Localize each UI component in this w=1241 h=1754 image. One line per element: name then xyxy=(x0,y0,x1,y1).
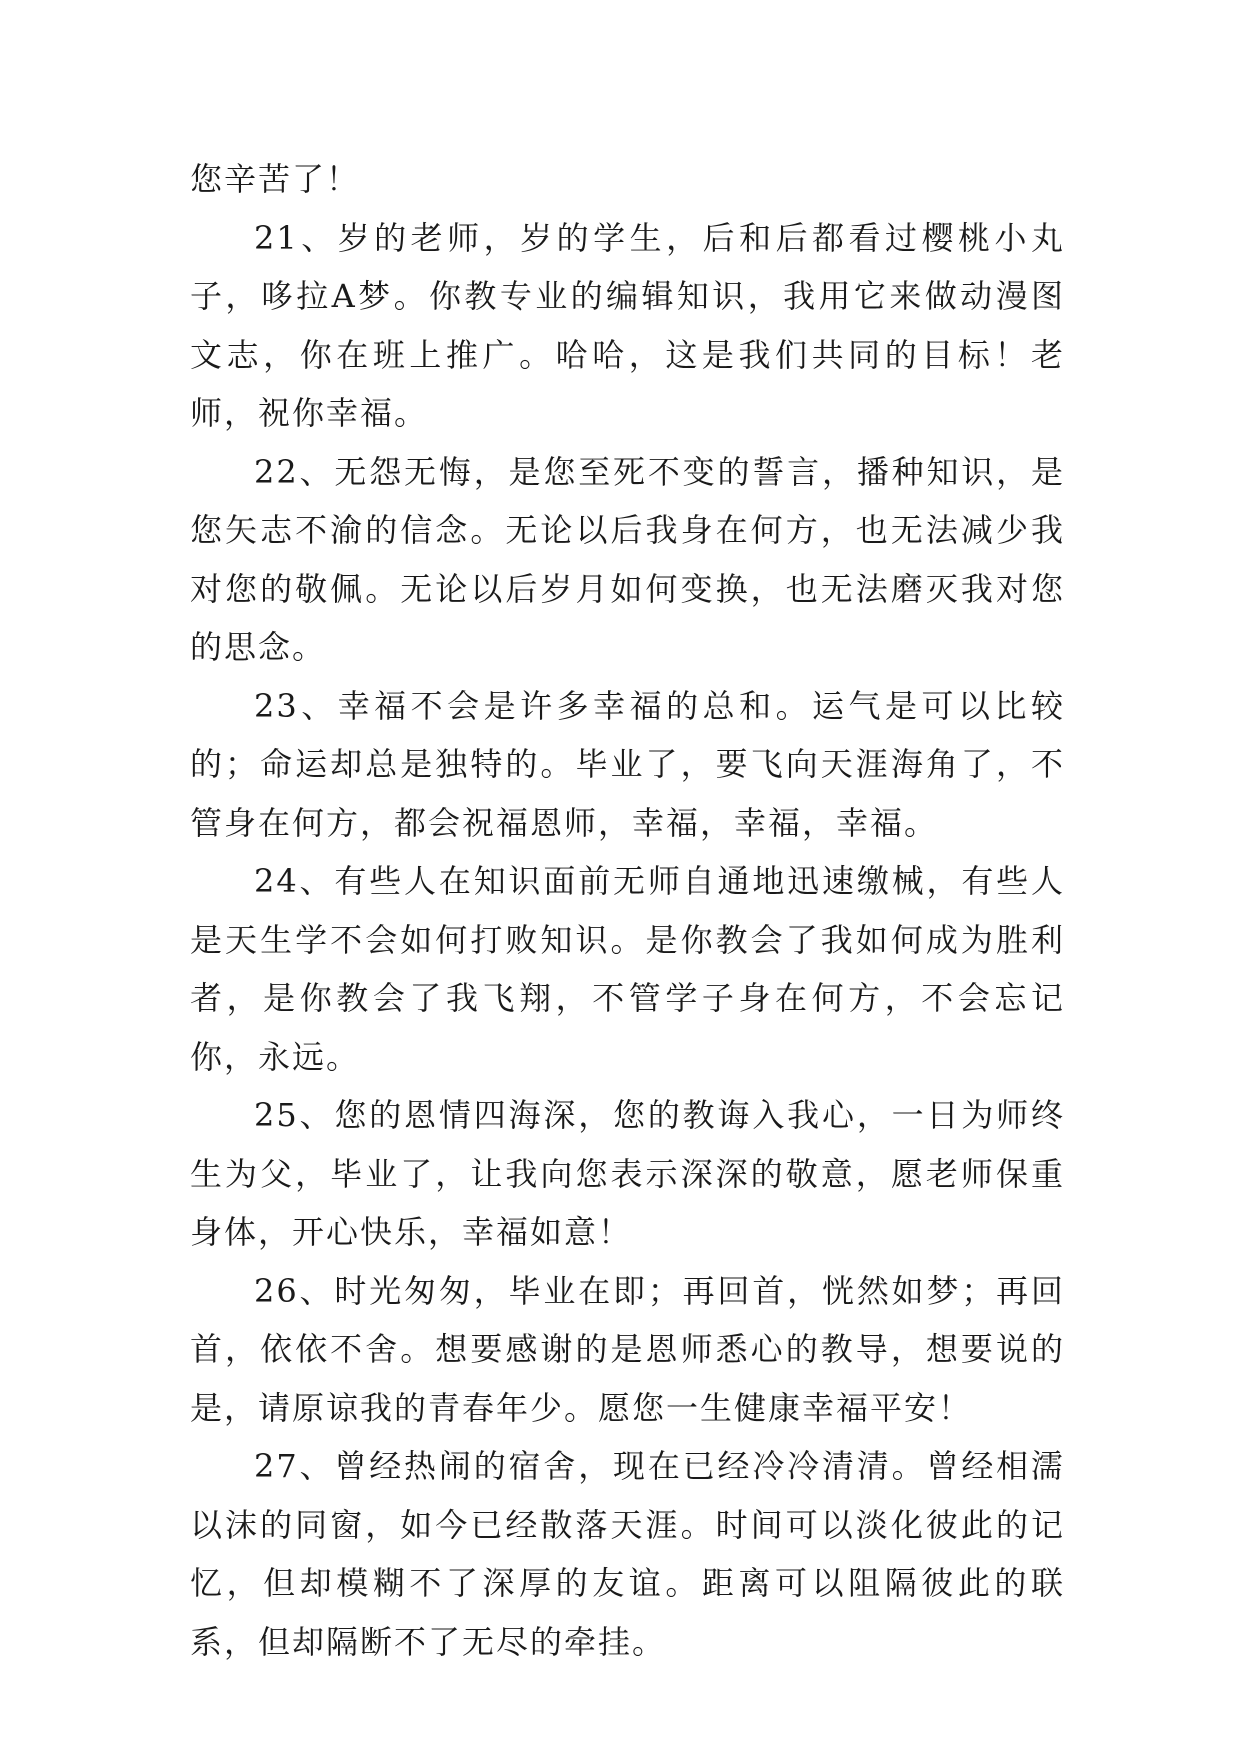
paragraph-closing: 您辛苦了！ xyxy=(190,160,361,198)
paragraph-23: 23、幸福不会是许多幸福的总和。运气是可以比较的；命运却总是独特的。毕业了，要飞向天涯海角了，不管身在何方，都会祝福恩师，幸福，幸福，幸福。 xyxy=(190,686,1065,842)
paragraph-25: 25、您的恩情四海深，您的教诲入我心，一日为师终生为父，毕业了，让我向您表示深深的敬意，愿老师保重身体，开心快乐，幸福如意！ xyxy=(190,1096,1065,1251)
document-page xyxy=(190,150,1065,1671)
paragraph-22: 22、无怨无悔，是您至死不变的誓言，播种知识，是您矢志不渝的信念。无论以后我身在何方，也无法减少我对您的敬佩。无论以后岁月如何变换，也无法磨灭我对您的思念。 xyxy=(190,452,1065,666)
paragraph-26: 26、时光匆匆，毕业在即；再回首，恍然如梦；再回首，依依不舍。想要感谢的是恩师悉心的教导，想要说的是，请原谅我的青春年少。愿您一生健康幸福平安！ xyxy=(190,1271,1065,1427)
paragraph-27: 27、曾经热闹的宿舍，现在已经冷冷清清。曾经相濡以沫的同窗，如今已经散落天涯。时间可以淡化彼此的记忆，但却模糊不了深厚的友谊。距离可以阻隔彼此的联系，但却隔断不了无尽的牵挂。 xyxy=(190,1447,1065,1661)
paragraph-21: 21、岁的老师，岁的学生，后和后都看过樱桃小丸子，哆拉A梦。你教专业的编辑知识，我用它来做动漫图文志，你在班上推广。哈哈，这是我们共同的目标！老师，祝你幸福。 xyxy=(190,218,1065,432)
paragraph-24: 24、有些人在知识面前无师自通地迅速缴械，有些人是天生学不会如何打败知识。是你教会了我如何成为胜利者，是你教会了我飞翔，不管学子身在何方，不会忘记你，永远。 xyxy=(190,862,1065,1076)
